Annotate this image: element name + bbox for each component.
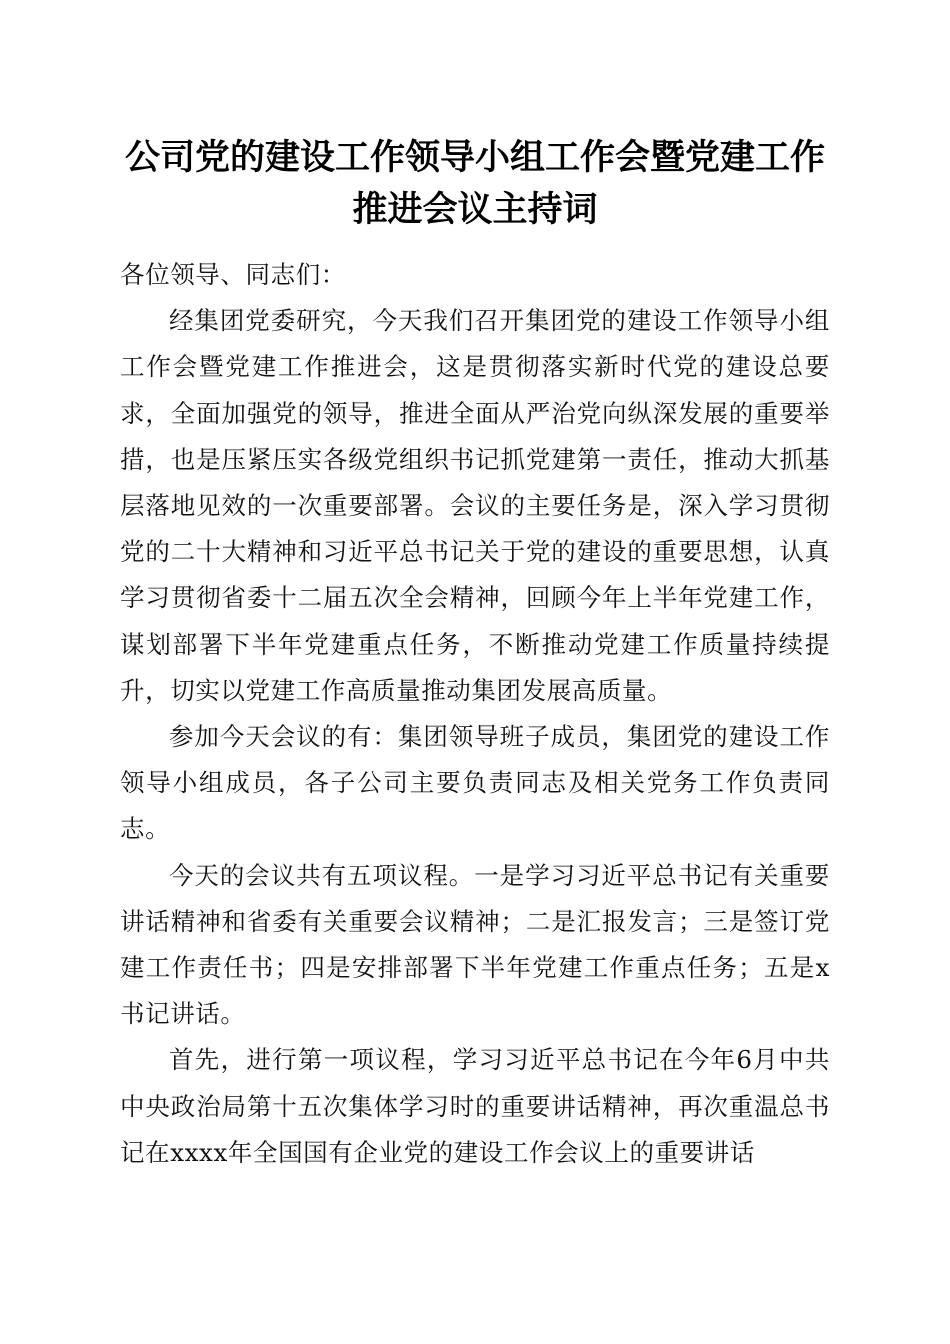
paragraph-agenda: 今天的会议共有五项议程。一是学习习近平总书记有关重要讲话精神和省委有关重要会议精神；二是汇报发言；三是签订党建工作责任书；四是安排部署下半年党建工作重点任务；五是x书记讲话。 <box>120 860 830 1029</box>
paragraph-first-item: 首先，进行第一项议程，学习习近平总书记在今年6月中共中央政治局第十五次集体学习时的重要讲话精神，再次重温总书记在xxxx年全国国有企业党的建设工作会议上的重要讲话 <box>120 1045 830 1167</box>
document-title <box>110 132 840 236</box>
paragraph-opening: 经集团党委研究，今天我们召开集团党的建设工作领导小组工作会暨党建工作推进会，这是贯彻落实新时代党的建设总要求，全面加强党的领导，推进全面从严治党向纵深发展的重要举措，也是压紧压实各级党组织书记抓党建第一责任，推动大抓基层落地见效的一次重要部署。会议的主要任务是，深入学习贯彻党的二十大精神和习近平总书记关于党的建设的重要思想，认真学习贯彻省委十二届五次全会精神，回顾今年上半年党建工作，谋划部署下半年党建重点任务，不断推动党建工作质量持续提升，切实以党建工作高质量推动集团发展高质量。 <box>120 306 830 705</box>
document-body <box>120 252 830 1176</box>
salutation: 各位领导、同志们： <box>120 260 346 289</box>
title-line-1: 公司党的建设工作领导小组工作会暨党建工作 <box>124 137 825 178</box>
paragraph-attendees: 参加今天会议的有：集团领导班子成员，集团党的建设工作领导小组成员，各子公司主要负责同志及相关党务工作负责同志。 <box>120 722 830 844</box>
title-line-2: 推进会议主持词 <box>352 189 598 230</box>
